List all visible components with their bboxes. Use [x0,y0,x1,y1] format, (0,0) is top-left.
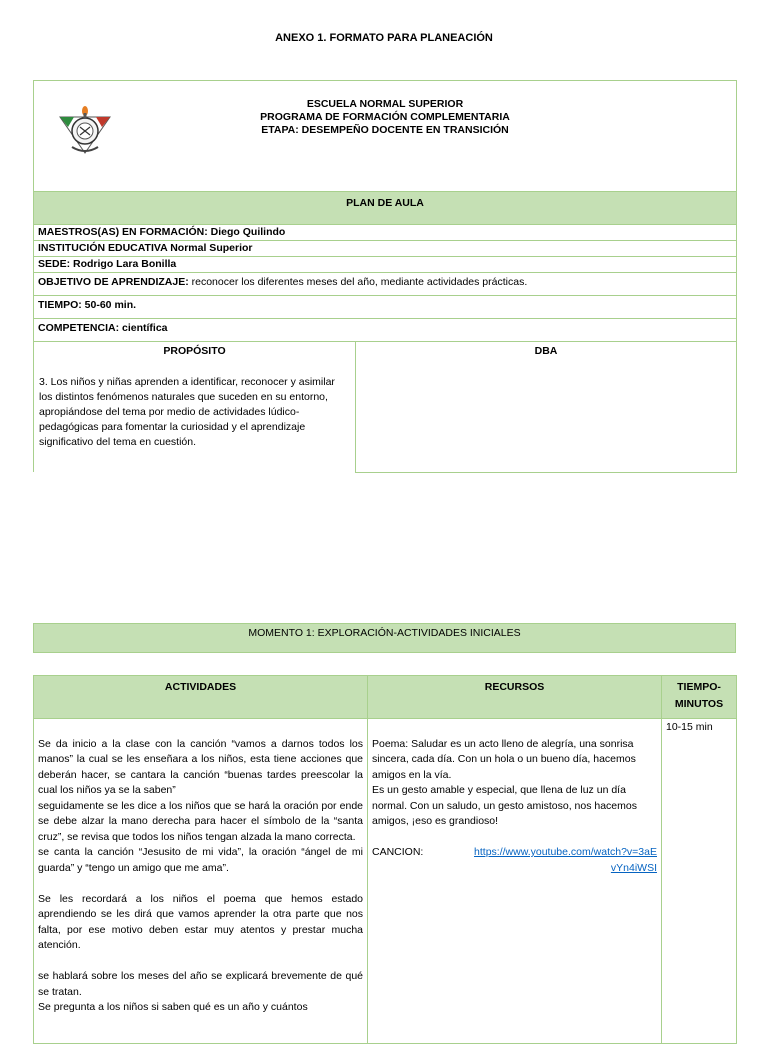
tiempo-row: TIEMPO: 50-60 min. [34,296,737,319]
objetivo-row [34,273,737,296]
proposito-cell [34,342,356,473]
recursos-header: RECURSOS [368,676,662,719]
objetivo-label: OBJETIVO DE APRENDIZAJE: [38,276,189,288]
momento-title: MOMENTO 1: EXPLORACIÓN-ACTIVIDADES INICIALES [33,623,736,653]
activity-paragraph-2: seguidamente se les dice a los niños que se hará la oración por ende se debe alzar la mano derecha para hacer el símbolo de la “santa cruz”, se revisa que todos los niños tengan alzada la mano correcta. [38,799,363,843]
activity-paragraph-1: Se da inicio a la clase con la canción “vamos a darnos todos los manos” la cual se les enseñara a los niños, esta tiene acciones que deberán hacer, se cantara la canción “buenas tardes preescolar la cual los niños ya se la saben” [38,737,363,796]
stage-name: ETAPA: DESEMPEÑO DOCENTE EN TRANSICIÓN [261,124,509,136]
dba-cell [356,342,737,473]
activity-paragraph-4: Se les recordará a los niños el poema que hemos estado aprendiendo se les dirá que vamos aprender la otra parte que nos falta, por ese motivo deben estar muy atentos y prestar mucha atención. [38,892,363,951]
proposito-text: 3. Los niños y niñas aprenden a identificar, reconocer y asimilar los distintos fenómenos naturales que suceden en su entorno, apropiándose del tema por medio de actividades lúdico-pedagógicas para fomentar la curiosidad y el aprendizaje significativo del tema en cuestión. [39,376,335,448]
recursos-cell [368,719,662,1044]
maestros-row: MAESTROS(AS) EN FORMACIÓN: Diego Quilindo [34,225,737,241]
sede-row: SEDE: Rodrigo Lara Bonilla [34,257,737,273]
actividades-header: ACTIVIDADES [34,676,368,719]
document-title: ANEXO 1. FORMATO PARA PLANEACIÓN [275,32,493,44]
program-name: PROGRAMA DE FORMACIÓN COMPLEMENTARIA [260,111,510,123]
actividades-cell [34,719,368,1044]
activity-paragraph-5: se hablará sobre los meses del año se explicará brevemente de qué se tratan. [38,970,363,998]
dba-header: DBA [534,345,558,357]
poema-part-1: Poema: Saludar es un acto lleno de alegría, una sonrisa sincera, cada día. Con un hola o un bueno día, hacemos amigos en la vía. [372,737,636,781]
activity-paragraph-6: Se pregunta a los niños si saben qué es un año y cuántos [38,1001,308,1013]
school-name: ESCUELA NORMAL SUPERIOR [306,98,464,110]
institucion-row: INSTITUCIÓN EDUCATIVA Normal Superior [34,241,737,257]
proposito-header: PROPÓSITO [163,345,226,357]
plan-title: PLAN DE AULA [34,192,737,225]
activities-table [33,675,737,1044]
tiempo-header: TIEMPO-MINUTOS [662,676,737,719]
poema-part-2: Es un gesto amable y especial, que llena de luz un día normal. Con un saludo, un gesto amistoso, nos hacemos amigos, ¡eso es grandioso! [372,784,637,827]
tiempo-cell: 10-15 min [662,719,737,1044]
cancion-label: CANCION: [372,846,424,858]
objetivo-value: reconocer los diferentes meses del año, mediante actividades prácticas. [188,276,528,288]
plan-table [33,80,737,473]
competencia-row: COMPETENCIA: científica [34,319,737,342]
activity-paragraph-3: se canta la canción “Jesusito de mi vida”, la oración “ángel de mi guarda” y “tengo un amigo que me ama”. [38,846,363,874]
school-header [34,81,737,192]
cancion-link[interactable]: https://www.youtube.com/watch?v=3aEvYn4iWSI [474,846,657,874]
